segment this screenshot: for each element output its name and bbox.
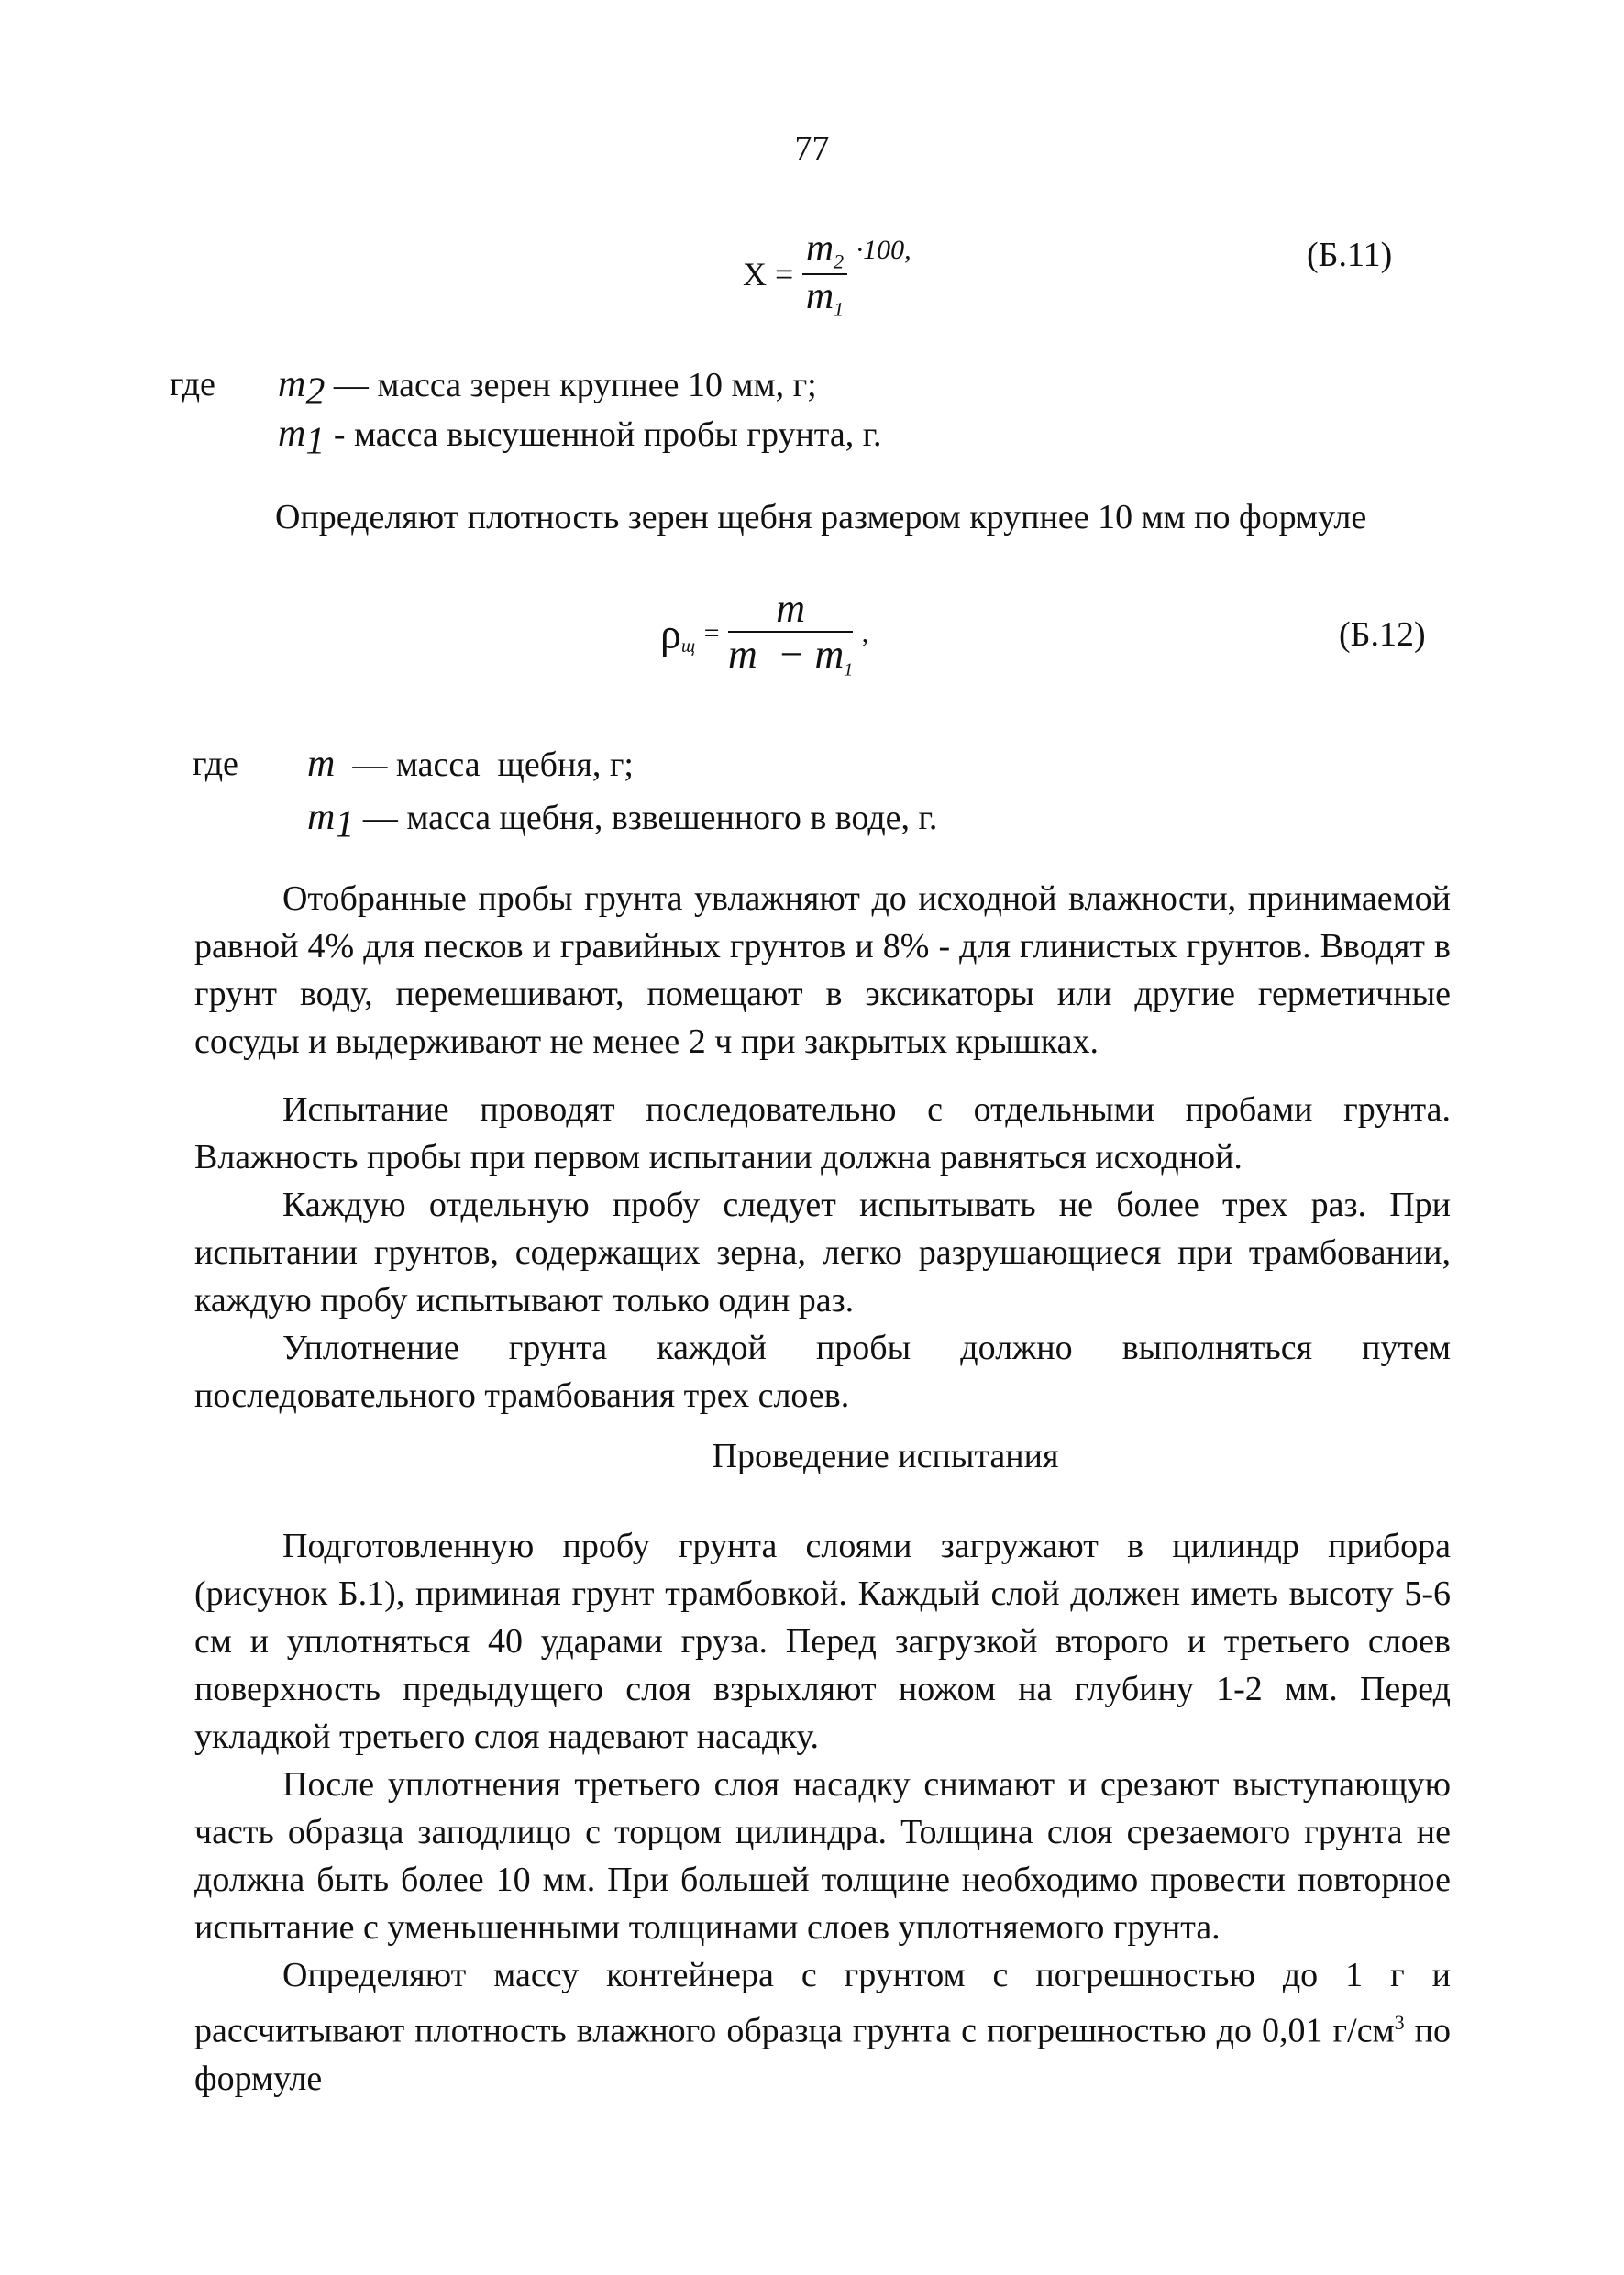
where-b11-item-2-var: m (278, 413, 306, 455)
formula-b11-denominator-sub: 1 (834, 297, 845, 321)
formula-b12-denominator: m − m (728, 632, 845, 678)
section-heading: Проведение испытания (712, 1437, 1059, 1475)
paragraph-test-repeats: Каждую отдельную пробу следует испытывать не более трех раз. При испытании грунтов, содержащих зерна, легко разрушающиеся при трамбовании, каждую пробу испытывают только один раз. (194, 1186, 1451, 1320)
formula-b11-denominator: m (805, 274, 834, 317)
formula-b12-fraction (728, 587, 853, 680)
formula-b12-lhs: ρ (660, 610, 681, 657)
formula-b12-lhs-sub: щ (680, 635, 696, 657)
where-b12-item-2-sub: 1 (335, 803, 355, 846)
paragraph-test-sequence: Испытание проводят последовательно с отдельными пробами грунта. Влажность пробы при первом испытании должна равняться исходной. (194, 1090, 1451, 1176)
page-number: 77 (794, 129, 830, 168)
formula-b12-trail: , (861, 618, 869, 648)
where-b11-item-2 (278, 409, 882, 467)
paragraph-compaction-layers: Уплотнение грунта каждой пробы должно выполняться путем последовательного трамбования трех слоев. (194, 1329, 1451, 1415)
formula-b11-label: (Б.11) (1307, 236, 1393, 274)
where-b11-item-1-sub: 2 (305, 370, 326, 414)
where-b12-item-2-var: m (307, 796, 336, 838)
formula-b12-numerator: m (776, 586, 806, 631)
where-b12-item-2 (307, 792, 937, 850)
formula-b11-lhs: X = (743, 255, 794, 293)
paragraph-trimming: После уплотнения третьего слоя насадку снимают и срезают выступающую часть образца заподлицо с торцом цилиндра. Толщина слоя срезаемого грунта не должна быть более 10 мм. При большей толщине необходимо провести повторное испытание с уменьшенными толщинами слоев уплотняемого грунта. (194, 1765, 1451, 1947)
formula-b12-denominator-sub: 1 (844, 659, 854, 680)
para-density-intro: Определяют плотность зерен щебня размером крупнее 10 мм по формуле (275, 498, 1367, 536)
formula-b12-equals: = (703, 618, 720, 648)
paragraph-moistening: Отобранные пробы грунта увлажняют до исходной влажности, принимаемой равной 4% для песков и гравийных грунтов и 8% - для глинистых грунтов. Вводят в грунт воду, перемешивают, помещают в эксикаторы или другие герметичные сосуды и выдерживают не менее 2 ч при закрытых крышках. (194, 879, 1451, 1061)
last-para-sup: 3 (1394, 2011, 1405, 2034)
last-para-text-after: по формуле (194, 2011, 1451, 2098)
where-b11-gde: где (170, 365, 215, 403)
where-b11-item-1-text: — масса зерен крупнее 10 мм, г; (325, 366, 817, 404)
formula-b12-label: (Б.12) (1339, 615, 1426, 654)
where-b12-item-2-text: — масса щебня, взвешенного в воде, г. (354, 799, 938, 837)
where-b12-item-1 (307, 739, 634, 790)
where-b12-gde: где (193, 745, 238, 783)
paragraph-container-mass (194, 1951, 1451, 2103)
formula-b11-numerator: m (805, 227, 834, 270)
formula-b11-numerator-sub: 2 (834, 249, 845, 273)
where-b12-item-1-var: m (307, 743, 336, 785)
where-b11-item-2-text: - масса высушенной пробы грунта, г. (325, 415, 882, 454)
where-list-b12 (193, 739, 1476, 849)
formula-b11-multiplier: ·100, (856, 234, 911, 265)
where-b11-item-1-var: m (278, 363, 306, 405)
where-b11-item-2-sub: 1 (305, 420, 326, 463)
formula-b11-fraction (802, 227, 847, 321)
where-b12-item-1-text: — масса щебня, г; (335, 745, 634, 784)
paragraph-loading-sample: Подготовленную пробу грунта слоями загружают в цилиндр прибора (рисунок Б.1), приминая грунт трамбовкой. Каждый слой должен иметь высоту 5-6 см и уплотняться 40 ударами груза. Перед загрузкой второго и третьего слоев поверхность предыдущего слоя взрыхляют ножом на глубину 1-2 мм. Перед укладкой третьего слоя надевают насадку. (194, 1527, 1451, 1756)
where-list-b11 (170, 359, 1453, 463)
last-para-text-before: Определяют массу контейнера с грунтом с погрешностью до 1 г и рассчитывают плотность влажного образца грунта с погрешностью до 0,01 г/см (194, 1956, 1451, 2050)
